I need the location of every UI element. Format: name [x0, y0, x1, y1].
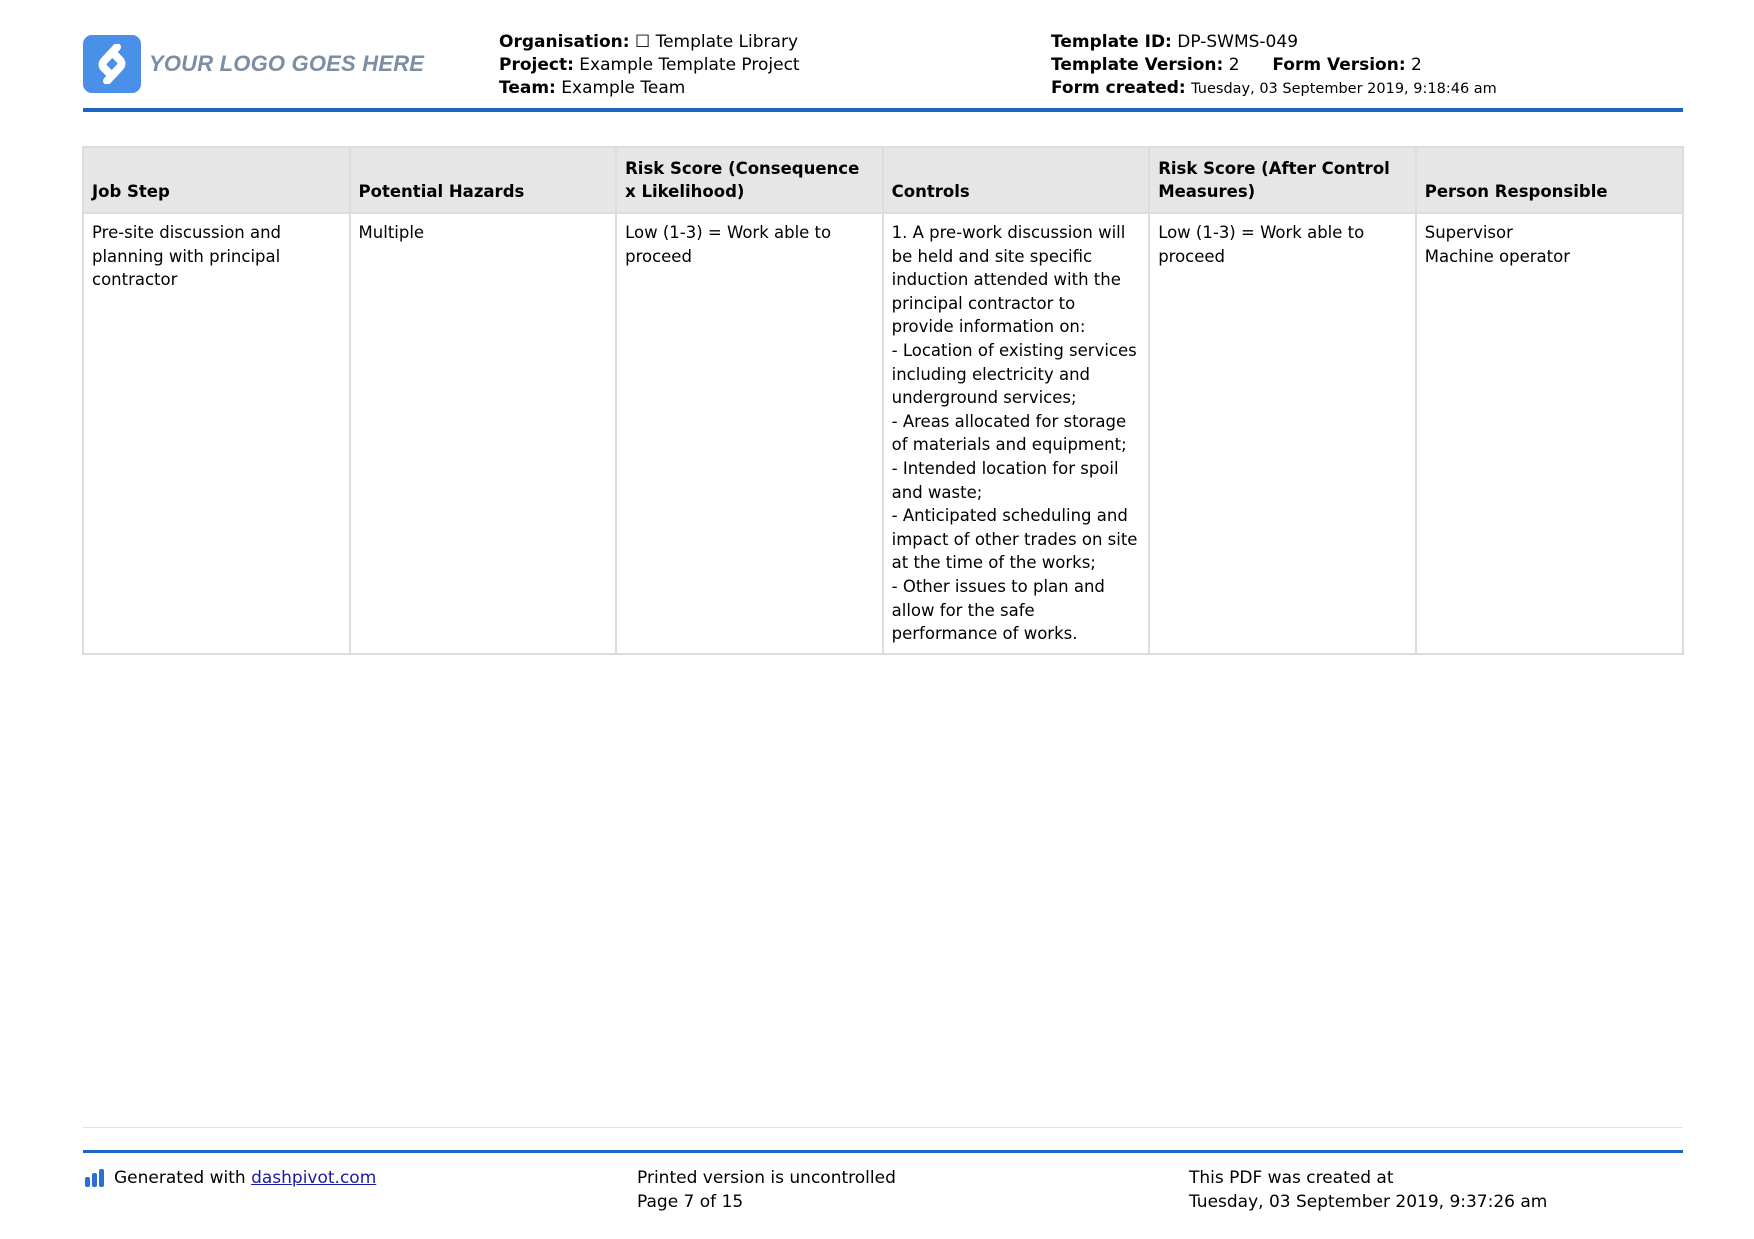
template-id-label: Template ID: — [1051, 32, 1172, 52]
column-header-risk-score: Risk Score (Consequence x Likelihood) — [616, 147, 883, 213]
team-value: Example Team — [561, 78, 686, 98]
project-line — [499, 54, 800, 77]
footer-print-info — [637, 1166, 896, 1214]
organisation-label: Organisation: — [499, 32, 630, 52]
template-version-label: Template Version: — [1051, 55, 1224, 75]
page-number: Page 7 of 15 — [637, 1192, 744, 1212]
template-meta — [1051, 31, 1497, 101]
template-id-line — [1051, 31, 1497, 54]
project-value: Example Template Project — [579, 55, 800, 75]
column-header-controls: Controls — [883, 147, 1150, 213]
footer-divider — [83, 1150, 1683, 1153]
column-header-person-responsible: Person Responsible — [1416, 147, 1683, 213]
generated-prefix: Generated with — [114, 1168, 246, 1188]
table-header-row — [83, 147, 1683, 213]
team-label: Team: — [499, 78, 556, 98]
cell-risk-after: Low (1-3) = Work able to proceed — [1149, 213, 1416, 654]
template-id-value: DP-SWMS-049 — [1177, 32, 1299, 52]
form-created-line — [1051, 77, 1497, 101]
cell-job-step: Pre-site discussion and planning with principal contractor — [83, 213, 350, 654]
form-created-label: Form created: — [1051, 78, 1186, 98]
page-header — [83, 28, 1683, 108]
cell-potential-hazards: Multiple — [350, 213, 617, 654]
form-version-value: 2 — [1411, 55, 1422, 75]
footer-generated — [85, 1166, 376, 1190]
version-line — [1051, 54, 1497, 77]
form-version-label: Form Version: — [1272, 55, 1406, 75]
table-row — [83, 213, 1683, 654]
column-header-job-step: Job Step — [83, 147, 350, 213]
team-line — [499, 77, 800, 100]
footer-pdf-info — [1189, 1166, 1547, 1214]
pdf-created-label: This PDF was created at — [1189, 1168, 1394, 1188]
printed-note: Printed version is uncontrolled — [637, 1168, 896, 1188]
footer-thin-divider — [83, 1127, 1683, 1128]
cell-controls: 1. A pre-work discussion will be held and site specific induction attended with the principal contractor to provide information on: - Location of existing services including electricity and underground services; - Areas allocated for storage of materials and equipment; - Intended location for spoil and waste; - Anticipated scheduling and impact of other trades on site at the time of the works; - Other issues to plan and allow for the safe performance of works. — [883, 213, 1150, 654]
dashpivot-icon — [85, 1169, 106, 1187]
cell-person-responsible: Supervisor Machine operator — [1416, 213, 1683, 654]
cell-risk-score: Low (1-3) = Work able to proceed — [616, 213, 883, 654]
project-label: Project: — [499, 55, 574, 75]
project-meta — [499, 31, 800, 100]
organisation-line — [499, 31, 800, 54]
company-logo — [83, 35, 424, 93]
template-version-value: 2 — [1228, 55, 1240, 75]
logo-icon — [83, 35, 141, 93]
organisation-value: ☐ Template Library — [634, 32, 798, 52]
column-header-potential-hazards: Potential Hazards — [350, 147, 617, 213]
pdf-created-value: Tuesday, 03 September 2019, 9:37:26 am — [1189, 1192, 1548, 1212]
swms-table — [82, 146, 1684, 655]
form-created-value: Tuesday, 03 September 2019, 9:18:46 am — [1191, 81, 1497, 97]
column-header-risk-after: Risk Score (After Control Measures) — [1149, 147, 1416, 213]
dashpivot-link[interactable]: dashpivot.com — [251, 1168, 377, 1188]
logo-text: YOUR LOGO GOES HERE — [149, 51, 425, 76]
header-divider — [83, 108, 1683, 112]
